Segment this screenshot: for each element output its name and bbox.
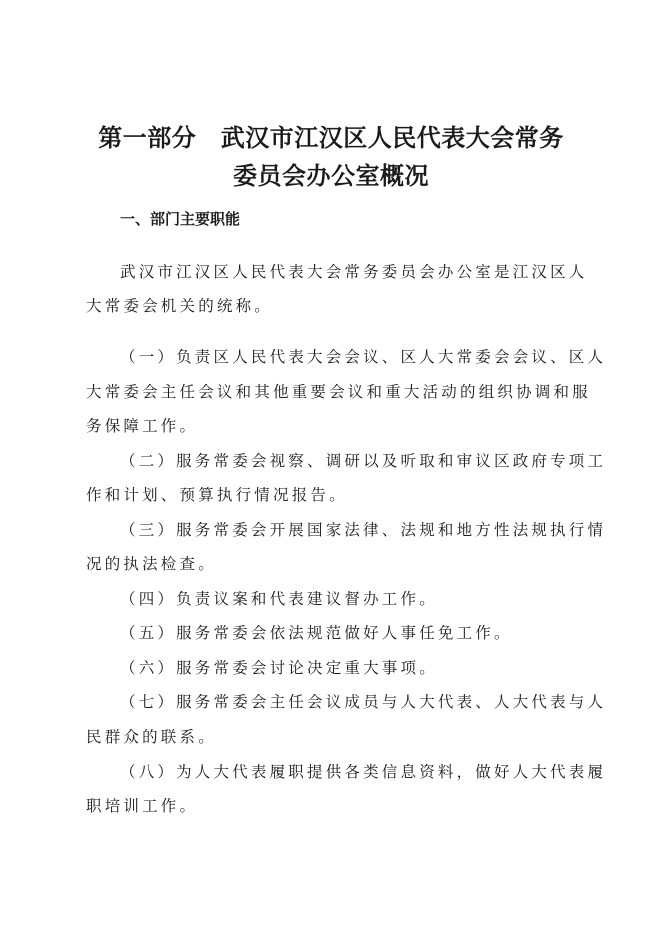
item-7-line-2: 民群众的联系。 [86,728,217,746]
item-3-line-2: 况的执法检查。 [86,555,217,573]
item-1-line-3: 务保障工作。 [86,417,199,435]
item-8-line-2: 职培训工作。 [86,797,199,815]
item-8-line-1: （八）为人大代表履职提供各类信息资料，做好人大代表履 [120,763,607,781]
page-title-line-2: 委员会办公室概况 [233,162,429,190]
page-title-line-1: 第一部分 武汉市江汉区人民代表大会常务 [98,124,564,152]
section-heading: 一、部门主要职能 [120,210,241,228]
item-5-line-1: （五）服务常委会依法规范做好人事任免工作。 [120,624,513,642]
item-7-line-1: （七）服务常委会主任会议成员与人大代表、人大代表与人 [120,693,607,711]
item-4-line-1: （四）负责议案和代表建议督办工作。 [120,590,438,608]
item-6-line-1: （六）服务常委会讨论决定重大事项。 [120,659,438,677]
intro-line-2: 大常委会机关的统称。 [86,297,274,315]
item-3-line-1: （三）服务常委会开展国家法律、法规和地方性法规执行情 [120,521,607,539]
item-2-line-1: （二）服务常委会视察、调研以及听取和审议区政府专项工 [120,452,607,470]
item-1-line-2: 大常委会主任会议和其他重要会议和重大活动的组织协调和服 [86,383,591,401]
item-1-line-1: （一）负责区人民代表大会会议、区人大常委会会议、区人 [120,348,607,366]
item-2-line-2: 作和计划、预算执行情况报告。 [86,486,348,504]
intro-line-1: 武汉市江汉区人民代表大会常务委员会办公室是江汉区人 [120,263,588,281]
